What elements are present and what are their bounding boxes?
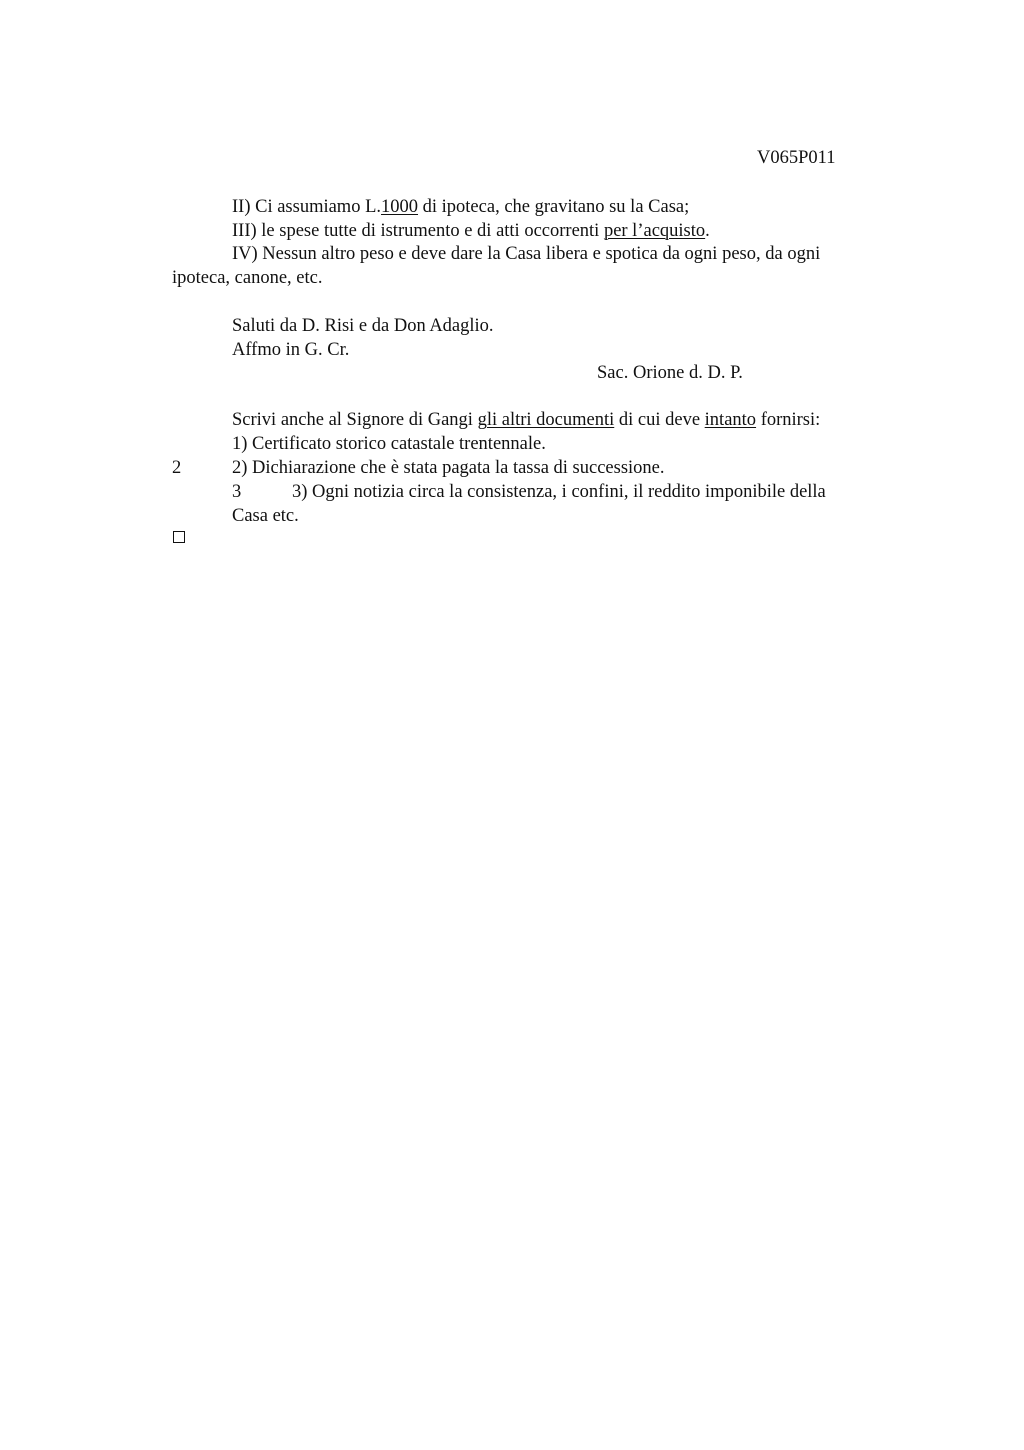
empty-box-symbol: [173, 531, 185, 543]
page-code: V065P011: [757, 148, 836, 168]
postscript-intro-prefix: Scrivi anche al Signore di Gangi: [232, 410, 478, 430]
postscript-item-3-line1: 3) Ogni notizia circa la consistenza, i confini, il reddito imponibile della: [292, 482, 826, 502]
condition-iv-line2: ipoteca, canone, etc.: [172, 268, 323, 288]
postscript-intro: [232, 408, 820, 432]
condition-ii: [232, 195, 689, 219]
postscript-item-2: 2) Dichiarazione che è stata pagata la tassa di successione.: [232, 458, 665, 478]
condition-iv-line1: IV) Nessun altro peso e deve dare la Casa libera e spotica da ogni peso, da ogni: [232, 244, 821, 264]
signature: Sac. Orione d. D. P.: [597, 363, 743, 383]
postscript-item-3-line2: Casa etc.: [232, 506, 299, 526]
condition-ii-suffix: di ipoteca, che gravitano su la Casa;: [418, 197, 690, 217]
condition-iii-underlined: per l’acquisto: [603, 221, 706, 241]
postscript-item-1: 1) Certificato storico catastale trentennale.: [232, 434, 546, 454]
condition-iii-prefix: III) le spese tutte di istrumento e di atti occorrenti: [232, 221, 604, 241]
margin-number-2: 2: [172, 458, 182, 478]
affectionate-closing: Affmo in G. Cr.: [232, 340, 350, 360]
condition-ii-amount: 1000: [381, 197, 419, 217]
condition-ii-prefix: II) Ci assumiamo L.: [232, 197, 382, 217]
postscript-intro-middle: di cui deve: [614, 410, 705, 430]
postscript-underlined-documents: gli altri documenti: [477, 410, 615, 430]
margin-number-3: 3: [232, 482, 242, 502]
condition-iii: [232, 219, 710, 243]
condition-iii-suffix: .: [705, 221, 710, 241]
greetings: Saluti da D. Risi e da Don Adaglio.: [232, 316, 494, 336]
postscript-intro-suffix: fornirsi:: [756, 410, 821, 430]
postscript-underlined-intanto: intanto: [704, 410, 757, 430]
